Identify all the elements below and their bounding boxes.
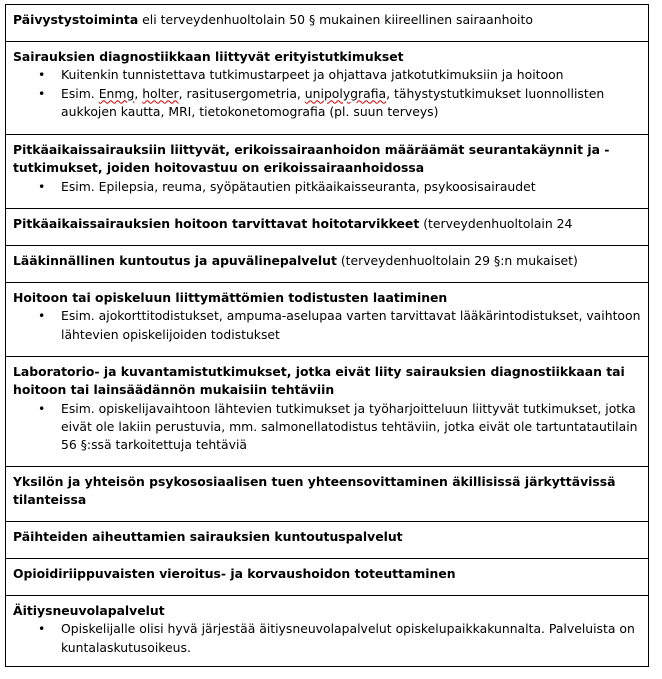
table-cell <box>6 596 649 667</box>
table-cell <box>6 357 649 467</box>
row-title: Äitiysneuvolapalvelut <box>13 603 165 618</box>
row-title-note: eli terveydenhuoltolain 50 § mukainen kiireellinen sairaanhoito <box>138 12 533 27</box>
list-item: • Esim. opiskelijavaihtoon lähtevien tutkimukset ja työharjoitteluun liittyvät tutkimukset, jotka eivät ole lakiin perustuvia, mm. salmonellatodistus tehtäviin, jotka eivät ole tartuntatautilain 56 §:ssä tarkoitettuja tehtäviä <box>61 400 641 455</box>
table-cell <box>6 42 649 135</box>
bullet-list <box>13 66 641 121</box>
table-cell <box>6 5 649 42</box>
list-item: • Opiskelijalle olisi hyvä järjestää äitiysneuvolapalvelut opiskelupaikkakunnalta. Palveluista on kuntalaskutusoikeus. <box>61 620 641 657</box>
text-run: , rasitusergometria, <box>178 85 305 101</box>
bullet-list <box>13 178 641 196</box>
table-cell <box>6 135 649 209</box>
row-title: Päihteiden aiheuttamien sairauksien kuntoutuspalvelut <box>13 529 403 544</box>
bullet-list <box>13 620 641 657</box>
text-run: , <box>134 85 143 101</box>
table-cell <box>6 246 649 283</box>
row-title: Yksilön ja yhteisön psykososiaalisen tuen yhteensovittaminen äkillisissä järkyttävissä tilanteissa <box>13 474 616 508</box>
table-row <box>6 246 649 283</box>
row-title: Pitkäaikaissairauksiin liittyvät, erikoissairaanhoidon määräämät seurantakäynnit ja -tutkimukset, joiden hoitovastuu on erikoissairaanhoidossa <box>13 142 610 176</box>
table-row <box>6 522 649 559</box>
row-title-note: (terveydenhuoltolain 24 <box>419 216 573 231</box>
table-cell <box>6 559 649 596</box>
table-cell <box>6 467 649 522</box>
row-title: Hoitoon tai opiskeluun liittymättömien todistusten laatiminen <box>13 290 448 305</box>
document-page <box>5 4 649 667</box>
spellcheck-word[interactable]: unipolygrafia <box>304 85 387 101</box>
table-row <box>6 467 649 522</box>
table-row <box>6 209 649 246</box>
row-title: Sairauksien diagnostiikkaan liittyvät erityistutkimukset <box>13 49 404 64</box>
bullet-list <box>13 307 641 344</box>
list-item: • Kuitenkin tunnistettava tutkimustarpeet ja ohjattava jatkotutkimuksiin ja hoitoon <box>61 66 641 84</box>
table-cell <box>6 283 649 357</box>
services-table <box>5 4 649 667</box>
table-cell <box>6 209 649 246</box>
row-title: Opioidiriippuvaisten vieroitus- ja korvaushoidon toteuttaminen <box>13 566 456 581</box>
text-run: , tähystystutkimukset luonnollisten aukkojen kautta, MRI, tietokonetomografia (pl. suun terveys) <box>61 85 605 119</box>
table-row <box>6 5 649 42</box>
spellcheck-word[interactable]: holter <box>142 85 179 101</box>
row-title-note: (terveydenhuoltolain 29 §:n mukaiset) <box>336 253 578 268</box>
table-row <box>6 42 649 135</box>
row-title: Laboratorio- ja kuvantamistutkimukset, jotka eivät liity sairauksien diagnostiikkaan tai hoitoon tai lainsäädännön mukaisiin tehtäviin <box>13 364 625 398</box>
spellcheck-word[interactable]: Enmg <box>98 85 135 101</box>
row-title: Lääkinnällinen kuntoutus ja apuvälinepalvelut <box>13 253 337 268</box>
table-cell <box>6 522 649 559</box>
table-row <box>6 135 649 209</box>
table-row <box>6 596 649 667</box>
list-item: • Esim. ajokorttitodistukset, ampuma-aselupaa varten tarvittavat lääkärintodistukset, vaihtoon lähtevien opiskelijoiden todistukset <box>61 307 641 344</box>
row-title: Pitkäaikaissairauksien hoitoon tarvittavat hoitotarvikkeet <box>13 216 420 231</box>
table-row <box>6 283 649 357</box>
table-row <box>6 559 649 596</box>
list-item: • Esim. Epilepsia, reuma, syöpätautien pitkäaikaisseuranta, psykoosisairaudet <box>61 178 641 196</box>
text-run: Esim. <box>61 85 99 101</box>
list-item <box>61 85 641 122</box>
bullet-list <box>13 400 641 455</box>
table-row <box>6 357 649 467</box>
row-title: Päivystystoiminta <box>13 12 139 27</box>
